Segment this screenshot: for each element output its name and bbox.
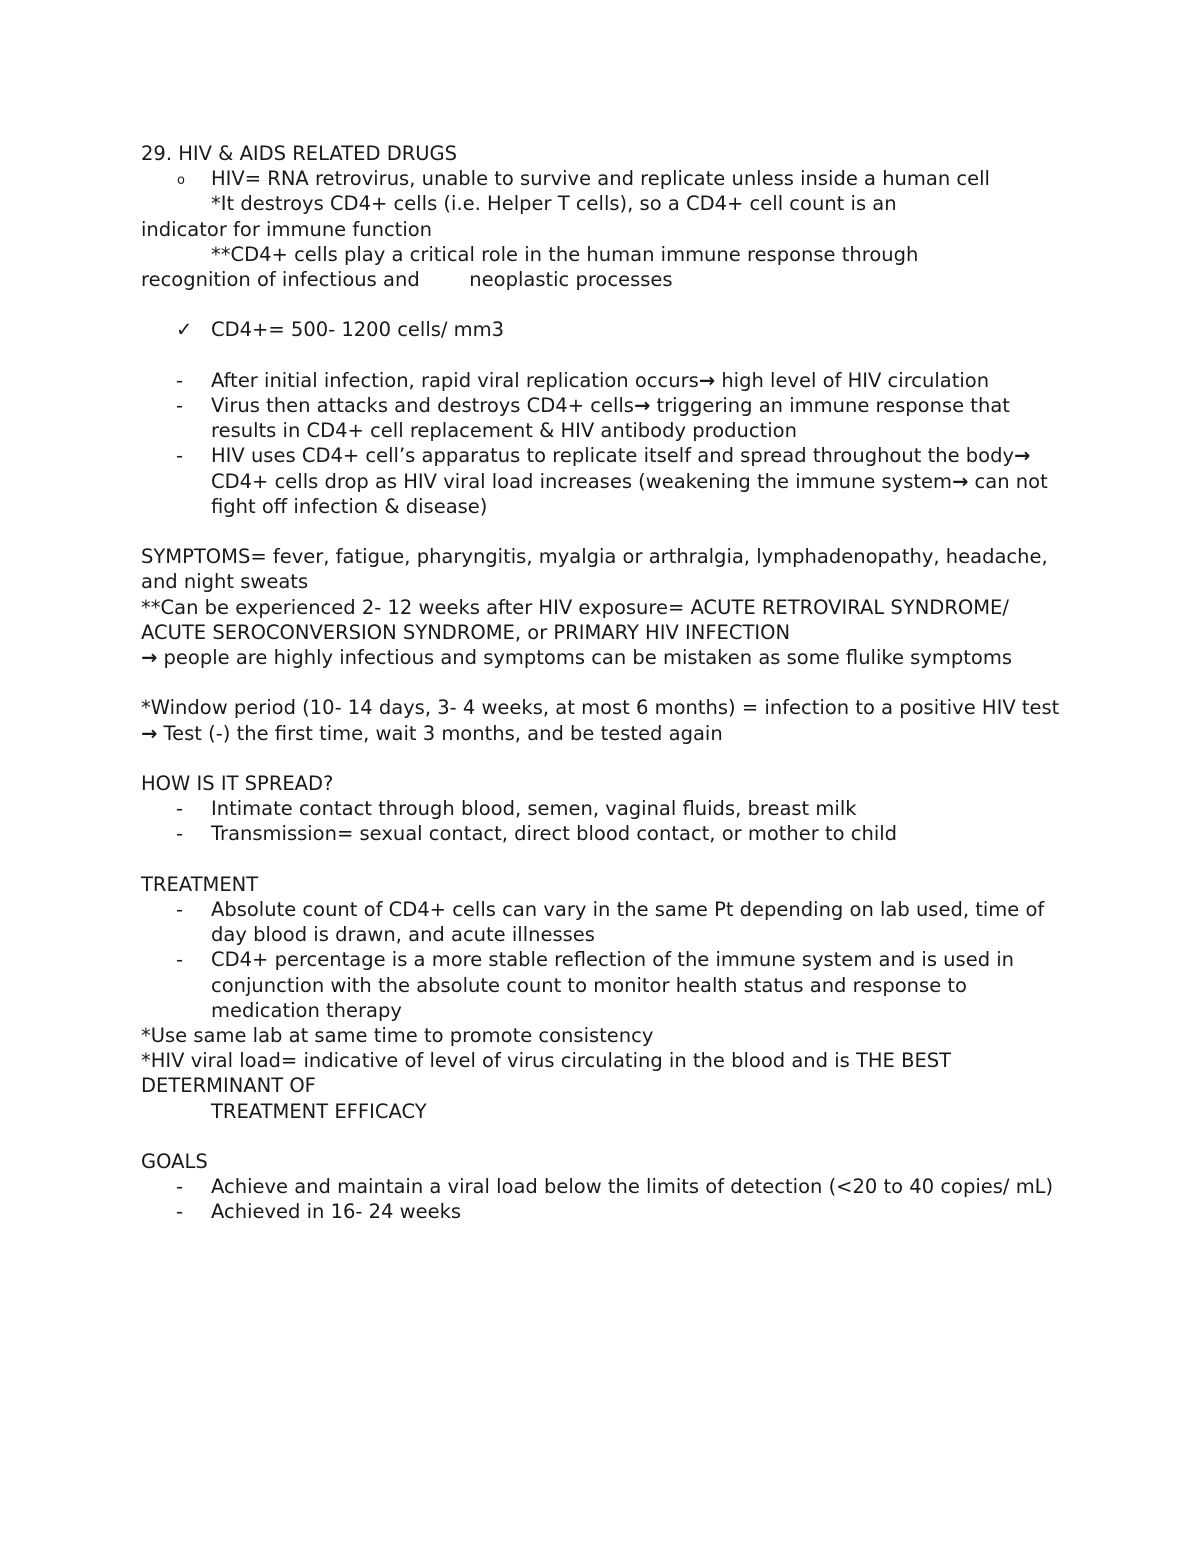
- list-item: [141, 897, 1061, 947]
- arrow-icon: →: [141, 721, 158, 745]
- note-line: *HIV viral load= indicative of level of virus circulating in the blood and is THE BEST DETERMINANT OF: [141, 1049, 958, 1098]
- list-item-text: CD4+ cells drop as HIV viral load increases (weakening the immune system: [211, 469, 953, 493]
- list-item-text: high level of HIV circulation: [715, 368, 990, 392]
- dash-bullet-icon: -: [176, 444, 184, 468]
- page-title: 29. HIV & AIDS RELATED DRUGS: [141, 142, 458, 165]
- list-item-text: Intimate contact through blood, semen, vaginal fluids, breast milk: [211, 797, 857, 821]
- arrow-icon: →: [1014, 444, 1031, 468]
- list-item-text: Transmission= sexual contact, direct blood contact, or mother to child: [211, 822, 898, 846]
- list-item: [141, 1199, 1061, 1224]
- note-line: *It destroys CD4+ cells (i.e. Helper T cells), so a CD4+ cell count is an: [211, 192, 897, 216]
- symptoms-arrow-note: [141, 645, 1061, 670]
- checkmark-icon: ✓: [176, 318, 193, 342]
- note-line: recognition of infectious and neoplastic processes: [141, 268, 673, 292]
- list-item: [141, 166, 1061, 191]
- list-item-text: Achieve and maintain a viral load below the limits of detection (<20 to 40 copies/ mL): [211, 1175, 1054, 1199]
- dash-bullet-icon: -: [176, 898, 184, 921]
- dash-bullet-icon: -: [176, 797, 184, 821]
- dash-bullet-icon: -: [176, 822, 184, 846]
- circle-bullet-icon: o: [177, 173, 185, 189]
- checklist-item: [141, 317, 1061, 342]
- arrow-icon: →: [698, 368, 716, 392]
- section-heading: TREATMENT: [141, 872, 259, 896]
- note-line: indicator for immune function: [141, 217, 433, 241]
- dash-bullet-icon: -: [176, 368, 184, 392]
- cd4-range: CD4+= 500- 1200 cells/ mm3: [211, 318, 505, 342]
- list-item: [141, 393, 1061, 443]
- list-item: [141, 947, 1061, 1023]
- arrow-icon: →: [633, 394, 651, 417]
- list-item-text: Absolute count of CD4+ cells can vary in the same Pt depending on lab used, time of day blood is drawn, and acute illnesses: [211, 898, 1045, 947]
- list-item: [141, 821, 1061, 846]
- window-arrow-note: [141, 721, 1061, 746]
- section-heading: HOW IS IT SPREAD?: [141, 772, 334, 795]
- section-heading: GOALS: [141, 1150, 208, 1174]
- note-line: *Use same lab at same time to promote consistency: [141, 1024, 654, 1048]
- symptoms-line: SYMPTOMS= fever, fatigue, pharyngitis, myalgia or arthralgia, lymphadenopathy, headache, and night sweats: [141, 545, 1054, 594]
- list-item-text: CD4+ percentage is a more stable reflection of the immune system and is used in conjunction with the absolute count to monitor health status and response to medication therapy: [211, 948, 1015, 1022]
- list-item-text: triggering an immune response that results in CD4+ cell replacement & HIV antibody production: [211, 394, 1010, 443]
- list-item-text: HIV uses CD4+ cell’s apparatus to replicate itself and spread throughout the body: [211, 444, 1014, 468]
- list-item: [141, 368, 1061, 393]
- list-item-text: can not fight off infection & disease): [211, 469, 1048, 518]
- dash-bullet-icon: -: [176, 948, 184, 972]
- window-period: *Window period (10- 14 days, 3- 4 weeks, at most 6 months) = infection to a positive HIV test: [141, 696, 1060, 720]
- arrow-icon: →: [952, 469, 969, 493]
- hiv-definition: HIV= RNA retrovirus, unable to survive and replicate unless inside a human cell: [211, 167, 990, 191]
- document-body: [141, 141, 1061, 1225]
- arrow-icon: →: [141, 646, 158, 670]
- dash-bullet-icon: -: [176, 1200, 184, 1224]
- list-item: [141, 443, 1061, 519]
- dash-bullet-icon: -: [176, 394, 184, 417]
- symptoms-note: **Can be experienced 2- 12 weeks after HIV exposure= ACUTE RETROVIRAL SYNDROME/ ACUTE SEROCONVERSION SYNDROME, or PRIMARY HIV INFECTION: [141, 595, 1016, 644]
- list-item-text: After initial infection, rapid viral replication occurs: [211, 368, 699, 392]
- list-item-text: Achieved in 16- 24 weeks: [211, 1200, 462, 1224]
- list-item: [141, 1174, 1061, 1199]
- note-text: Test (-) the first time, wait 3 months, and be tested again: [157, 721, 723, 745]
- list-item-text: Virus then attacks and destroys CD4+ cells: [211, 394, 634, 417]
- note-line: **CD4+ cells play a critical role in the human immune response through: [211, 242, 919, 266]
- note-line: TREATMENT EFFICACY: [211, 1099, 427, 1123]
- dash-bullet-icon: -: [176, 1175, 184, 1199]
- note-text: people are highly infectious and symptoms can be mistaken as some flulike symptoms: [157, 646, 1012, 670]
- list-item: [141, 796, 1061, 821]
